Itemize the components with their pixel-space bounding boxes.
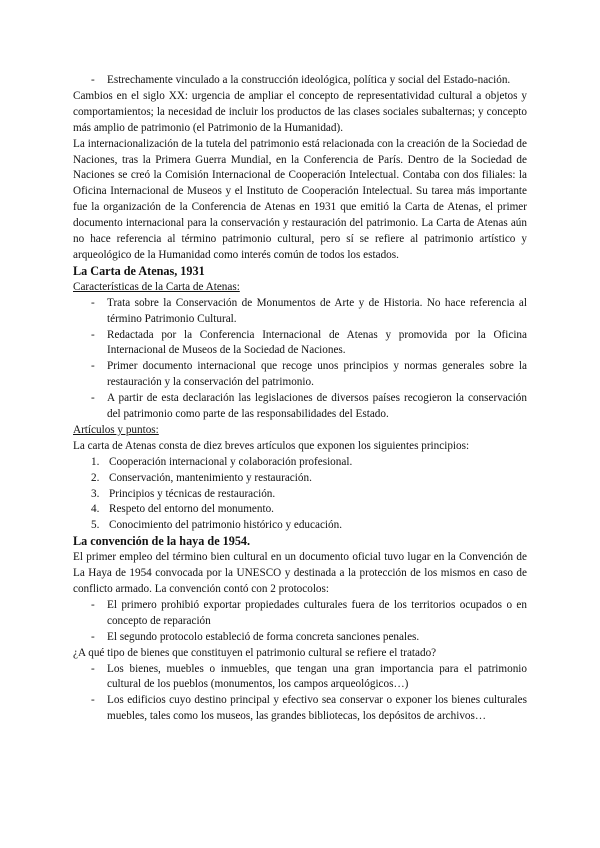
numbered-item-text: Cooperación internacional y colaboración profesional. bbox=[109, 455, 353, 468]
numbered-item-text: Conocimiento del patrimonio histórico y educación. bbox=[109, 519, 343, 532]
list-item bbox=[73, 598, 527, 630]
list-item-text: Primer documento internacional que recoge unos principios y normas generales sobre la restauración y la conservación del patrimonio. bbox=[107, 360, 527, 389]
dash-marker: - bbox=[91, 598, 95, 611]
paragraph-internacionalizacion: La internacionalización de la tutela del patrimonio está relacionada con la creación de la Sociedad de Naciones, tras la Primera Guerra Mundial, en la Conferencia de París. Dentro de la Sociedad de Naciones se creó la Comisión Internacional de Cooperación Intelectual. Contaba con dos filiales: la Oficina Internacional de Museos y el Instituto de Cooperación Intelectual. Su tarea más importante fue la organización de la Conferencia de Atenas en 1931 que emitió la Carta de Atenas, el primer documento internacional para la conservación y restauración del patrimonio. La Carta de Atenas aún no hace referencia al término patrimonio cultural, pero sí se refiere al patrimonio artístico y arqueológico de la Humanidad como interés común de todos los estados. bbox=[73, 137, 527, 261]
numbered-item bbox=[73, 471, 527, 487]
document-page bbox=[73, 73, 527, 725]
heading-convencion-haya: La convención de la haya de 1954. bbox=[73, 534, 251, 549]
list-item-text: Trata sobre la Conservación de Monumentos de Arte y de Historia. No hace referencia al término Patrimonio Cultural. bbox=[107, 296, 527, 325]
list-item bbox=[73, 662, 527, 694]
list-item bbox=[73, 73, 527, 89]
numbered-item bbox=[73, 455, 527, 471]
dash-marker: - bbox=[91, 296, 95, 309]
paragraph-siglo-xx: Cambios en el siglo XX: urgencia de ampliar el concepto de representatividad cultural a objetos y comportamientos; la necesidad de incluir los productos de las clases sociales subalternas; y concepto más amplio de patrimonio (el Patrimonio de la Humanidad). bbox=[73, 89, 527, 134]
subheading-articulos: Artículos y puntos: bbox=[73, 423, 159, 436]
numbered-item-text: Principios y técnicas de restauración. bbox=[109, 487, 276, 500]
numbered-item bbox=[73, 502, 527, 518]
paragraph-articulos-intro: La carta de Atenas consta de diez breves artículos que exponen los siguientes principios: bbox=[73, 439, 470, 452]
list-item bbox=[73, 630, 527, 646]
dash-marker: - bbox=[91, 662, 95, 675]
numbered-item-text: Respeto del entorno del monumento. bbox=[109, 503, 274, 516]
list-item bbox=[73, 328, 527, 360]
number-marker: 5. bbox=[91, 519, 100, 532]
list-item-text: Estrechamente vinculado a la construcción ideológica, política y social del Estado-nación. bbox=[107, 74, 511, 86]
list-item bbox=[73, 359, 527, 391]
number-marker: 4. bbox=[91, 503, 100, 516]
dash-marker: - bbox=[91, 74, 95, 86]
list-item-text: El segundo protocolo estableció de forma concreta sanciones penales. bbox=[107, 630, 420, 643]
numbered-item bbox=[73, 487, 527, 503]
dash-marker: - bbox=[91, 630, 95, 643]
heading-carta-atenas: La Carta de Atenas, 1931 bbox=[73, 263, 205, 278]
question-text: ¿A qué tipo de bienes que constituyen el patrimonio cultural se refiere el tratado? bbox=[73, 646, 437, 659]
subheading-caracteristicas: Características de la Carta de Atenas: bbox=[73, 280, 240, 293]
numbered-item bbox=[73, 518, 527, 534]
list-item-text: A partir de esta declaración las legislaciones de diversos países recogieron la conservación del patrimonio como parte de las responsabilidades del Estado. bbox=[107, 392, 527, 421]
dash-marker: - bbox=[91, 392, 95, 405]
paragraph-haya: El primer empleo del término bien cultural en un documento oficial tuvo lugar en la Convención de La Haya de 1954 convocada por la UNESCO y destinada a la protección de los mismos en caso de conflicto armado. La convención contó con 2 protocolos: bbox=[73, 551, 527, 595]
list-item-text: El primero prohibió exportar propiedades culturales fuera de los territorios ocupados o en concepto de reparación bbox=[107, 598, 527, 627]
list-item-text: Los edificios cuyo destino principal y efectivo sea conservar o exponer los bienes culturales muebles, tales como los museos, las grandes bibliotecas, los depósitos de archivos… bbox=[107, 694, 527, 723]
list-item bbox=[73, 391, 527, 423]
number-marker: 2. bbox=[91, 471, 100, 484]
dash-marker: - bbox=[91, 360, 95, 373]
dash-marker: - bbox=[91, 328, 95, 341]
number-marker: 3. bbox=[91, 487, 100, 500]
list-item-text: Los bienes, muebles o inmuebles, que tengan una gran importancia para el patrimonio cultural de los pueblos (monumentos, los campos arqueológicos…) bbox=[107, 662, 527, 691]
dash-marker: - bbox=[91, 694, 95, 707]
list-item bbox=[73, 693, 527, 725]
numbered-item-text: Conservación, mantenimiento y restauración. bbox=[109, 471, 312, 484]
list-item bbox=[73, 296, 527, 328]
list-item-text: Redactada por la Conferencia Internacional de Atenas y promovida por la Oficina Internacional de Museos de la Sociedad de Naciones. bbox=[107, 328, 527, 357]
number-marker: 1. bbox=[91, 455, 100, 468]
